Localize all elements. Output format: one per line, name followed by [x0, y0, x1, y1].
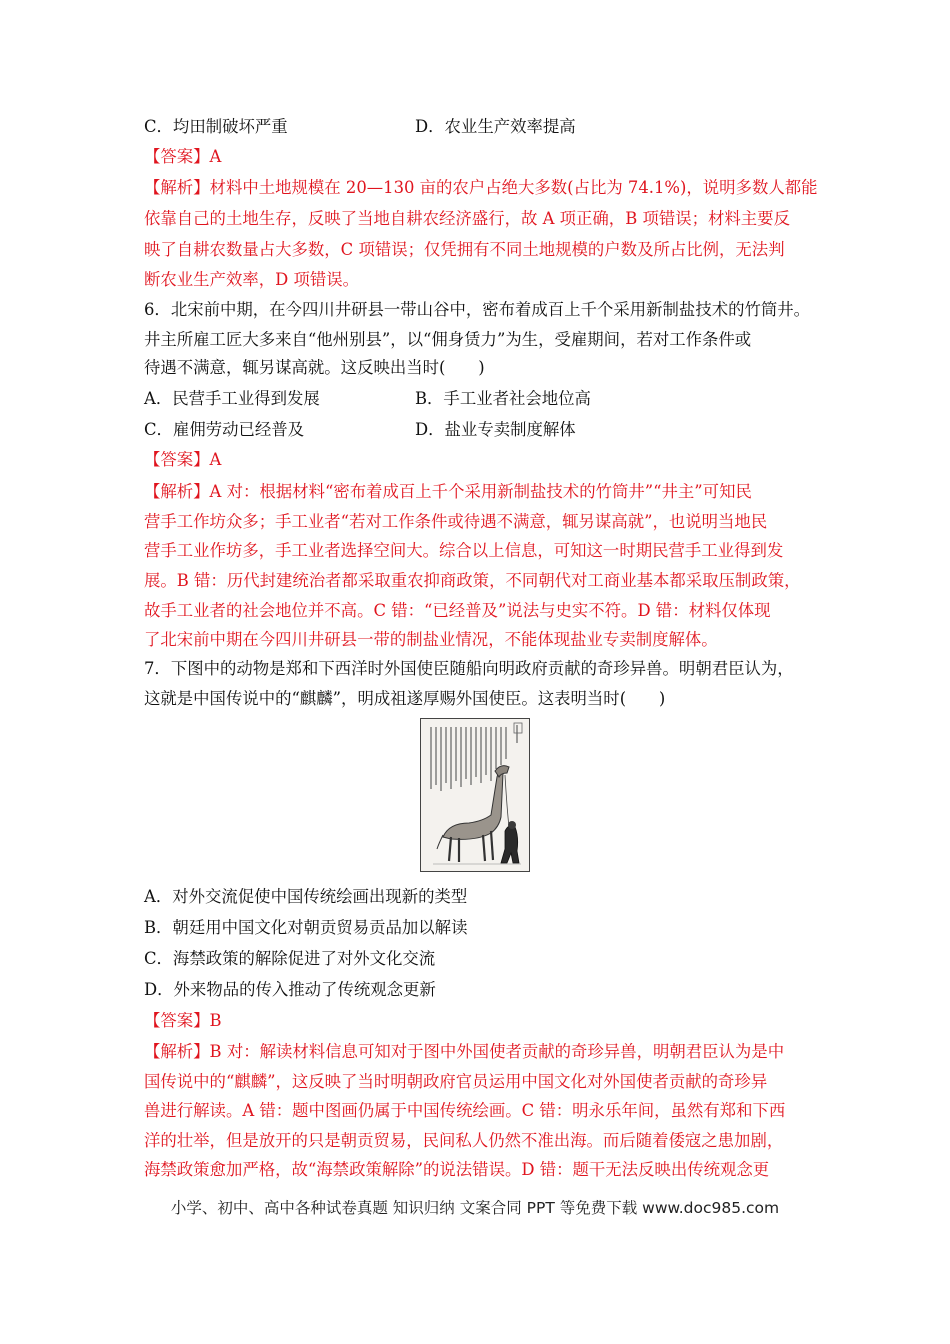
- q6-answer: 【答案】A: [144, 450, 222, 469]
- q7-analysis-line: 洋的壮举，但是放开的只是朝贡贸易，民间私人仍然不准出海。而后随着倭寇之患加剧，: [144, 1131, 784, 1150]
- q6-analysis-line: 【解析】A 对：根据材料“密布着成百上千个采用新制盐技术的竹筒井”“井主”可知民: [144, 482, 752, 501]
- q5-analysis-line: 依靠自己的土地生存，反映了当地自耕农经济盛行，故 A 项正确，B 项错误；材料主要反: [144, 209, 790, 228]
- giraffe-illustration-icon: [421, 719, 530, 872]
- q7-analysis-line: 海禁政策愈加严格，故“海禁政策解除”的说法错误。D 错：题干无法反映出传统观念更: [144, 1160, 770, 1179]
- q7-analysis-line: 兽进行解读。A 错：题中图画仍属于中国传统绘画。C 错：明永乐年间，虽然有郑和下西: [144, 1101, 786, 1120]
- q6-option-b: B．手工业者社会地位高: [415, 389, 591, 408]
- q6-option-a: A．民营手工业得到发展: [144, 389, 320, 408]
- q6-analysis-line: 故手工业者的社会地位并不高。C 错：“已经普及”说法与史实不符。D 错：材料仅体现: [144, 601, 771, 620]
- q6-option-c: C．雇佣劳动已经普及: [144, 420, 305, 439]
- q7-stem-line: 这就是中国传说中的“麒麟”，明成祖遂厚赐外国使臣。这表明当时( ): [144, 689, 666, 708]
- q6-stem-line: 6．北宋前中期，在今四川井研县一带山谷中，密布着成百上千个采用新制盐技术的竹筒井。: [144, 300, 811, 319]
- q6-analysis-line: 了北宋前中期在今四川井研县一带的制盐业情况，不能体现盐业专卖制度解体。: [144, 630, 718, 649]
- q5-option-d: D．农业生产效率提高: [415, 117, 576, 136]
- q7-analysis-line: 国传说中的“麒麟”，这反映了当时明朝政府官员运用中国文化对外国使者贡献的奇珍异: [144, 1072, 768, 1091]
- q5-analysis-line: 映了自耕农数量占大多数，C 项错误；仅凭拥有不同土地规模的户数及所占比例，无法判: [144, 240, 785, 259]
- q7-option-a: A．对外交流促使中国传统绘画出现新的类型: [144, 887, 468, 906]
- q6-analysis-line: 展。B 错：历代封建统治者都采取重农抑商政策，不同朝代对工商业基本都采取压制政策，: [144, 571, 801, 590]
- q5-analysis-line: 【解析】材料中土地规模在 20—130 亩的农户占绝大多数(占比为 74.1%)，说明多数人都能: [144, 178, 818, 197]
- q7-answer: 【答案】B: [144, 1011, 222, 1030]
- q6-option-d: D．盐业专卖制度解体: [415, 420, 576, 439]
- page-footer: 小学、初中、高中各种试卷真题 知识归纳 文案合同 PPT 等免费下载 www.doc985.com: [170, 1199, 780, 1217]
- q7-option-c: C．海禁政策的解除促进了对外文化交流: [144, 949, 436, 968]
- q6-analysis-line: 营手工业作坊多，手工业者选择空间大。综合以上信息，可知这一时期民营手工业得到发: [144, 541, 784, 560]
- q5-analysis-line: 断农业生产效率，D 项错误。: [144, 270, 360, 289]
- q6-stem-line: 井主所雇工匠大多来自“他州别县”，以“佣身赁力”为生，受雇期间，若对工作条件或: [144, 330, 752, 349]
- q6-analysis-line: 营手工作坊众多；手工业者“若对工作条件或待遇不满意，辄另谋高就”，也说明当地民: [144, 512, 768, 531]
- q7-option-d: D．外来物品的传入推动了传统观念更新: [144, 980, 436, 999]
- giraffe-qilin-painting: [420, 718, 530, 872]
- q6-stem-line: 待遇不满意，辄另谋高就。这反映出当时( ): [144, 358, 485, 377]
- q5-answer: 【答案】A: [144, 147, 222, 166]
- q7-option-b: B．朝廷用中国文化对朝贡贸易贡品加以解读: [144, 918, 468, 937]
- q7-analysis-line: 【解析】B 对：解读材料信息可知对于图中外国使者贡献的奇珍异兽，明朝君臣认为是中: [144, 1042, 785, 1061]
- q5-option-c: C．均田制破坏严重: [144, 117, 288, 136]
- q7-stem-line: 7．下图中的动物是郑和下西洋时外国使臣随船向明政府贡献的奇珍异兽。明朝君臣认为，: [144, 659, 794, 678]
